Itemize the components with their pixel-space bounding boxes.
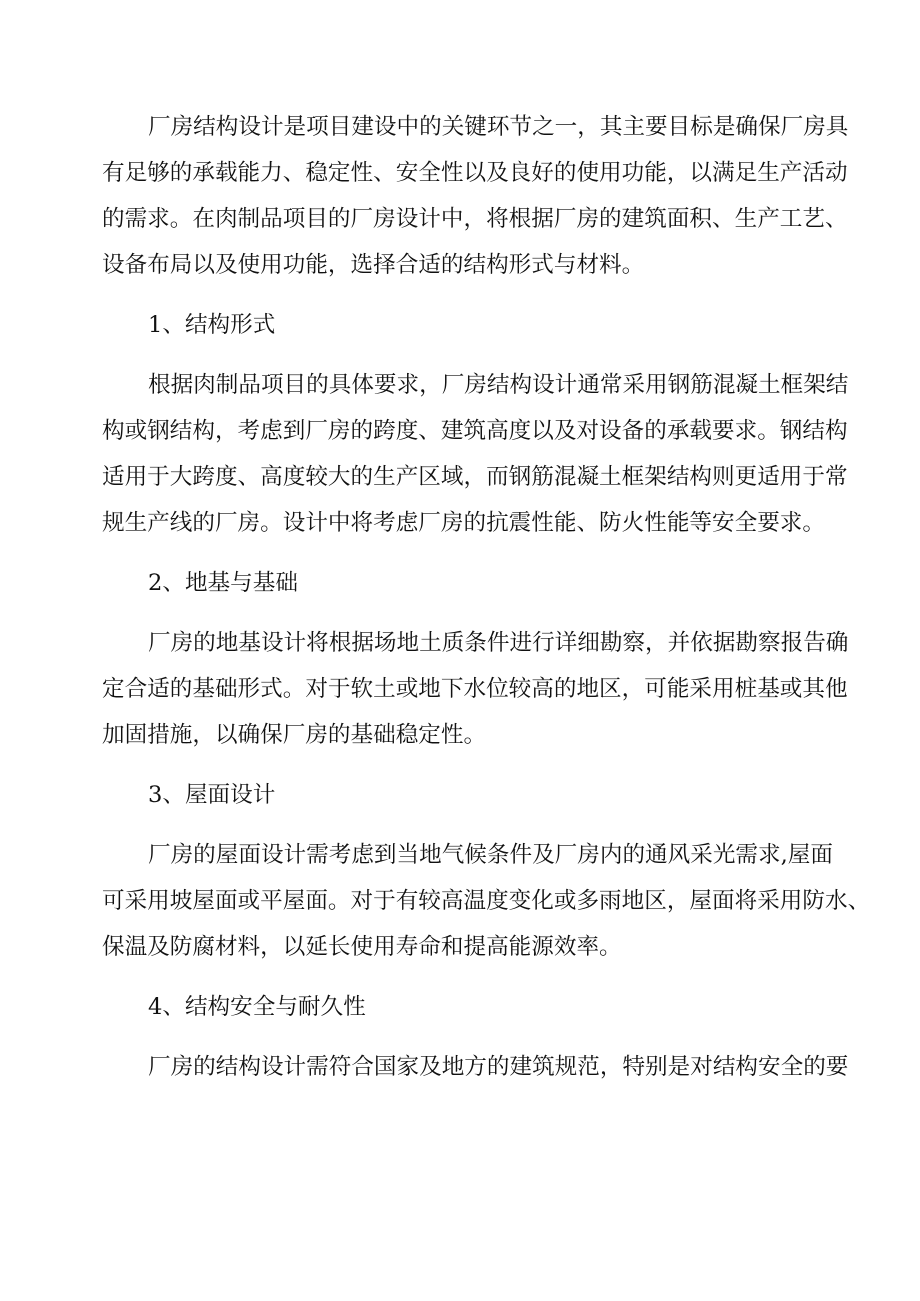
text-line: 保温及防腐材料，以延长使用寿命和提高能源效率。	[102, 934, 622, 960]
section-heading-2: 2、地基与基础	[148, 570, 298, 596]
section-paragraph-2	[102, 620, 849, 758]
text-line: 厂房的屋面设计需考虑到当地气候条件及厂房内的通风采光需求,屋面	[148, 842, 833, 868]
text-line: 适用于大跨度、高度较大的生产区域，而钢筋混凝土框架结构则更适用于常	[102, 464, 848, 490]
text-line: 厂房的地基设计将根据场地土质条件进行详细勘察，并依据勘察报告确	[148, 630, 849, 656]
section-paragraph-4	[102, 1044, 849, 1090]
intro-paragraph	[102, 104, 849, 288]
text-line: 加固措施，以确保厂房的基础稳定性。	[102, 722, 487, 748]
section-paragraph-3	[102, 832, 871, 970]
text-line: 厂房结构设计是项目建设中的关键环节之一，其主要目标是确保厂房具	[148, 114, 849, 140]
text-line: 有足够的承载能力、稳定性、安全性以及良好的使用功能，以满足生产活动	[102, 160, 848, 186]
text-line: 的需求。在肉制品项目的厂房设计中，将根据厂房的建筑面积、生产工艺、	[102, 206, 848, 232]
text-line: 定合适的基础形式。对于软土或地下水位较高的地区，可能采用桩基或其他	[102, 676, 848, 702]
text-line: 厂房的结构设计需符合国家及地方的建筑规范，特别是对结构安全的要	[148, 1054, 849, 1080]
text-line: 构或钢结构，考虑到厂房的跨度、建筑高度以及对设备的承载要求。钢结构	[102, 418, 848, 444]
section-heading-1: 1、结构形式	[148, 312, 276, 338]
document-body	[102, 104, 871, 1104]
text-line: 规生产线的厂房。设计中将考虑厂房的抗震性能、防火性能等安全要求。	[102, 510, 825, 536]
section-heading-3: 3、屋面设计	[148, 782, 276, 808]
text-line: 可采用坡屋面或平屋面。对于有较高温度变化或多雨地区，屋面将采用防水、	[102, 888, 871, 914]
text-line: 根据肉制品项目的具体要求，厂房结构设计通常采用钢筋混凝土框架结	[148, 372, 849, 398]
text-line: 设备布局以及使用功能，选择合适的结构形式与材料。	[102, 252, 645, 278]
section-heading-4: 4、结构安全与耐久性	[148, 994, 366, 1020]
section-paragraph-1	[102, 362, 849, 546]
